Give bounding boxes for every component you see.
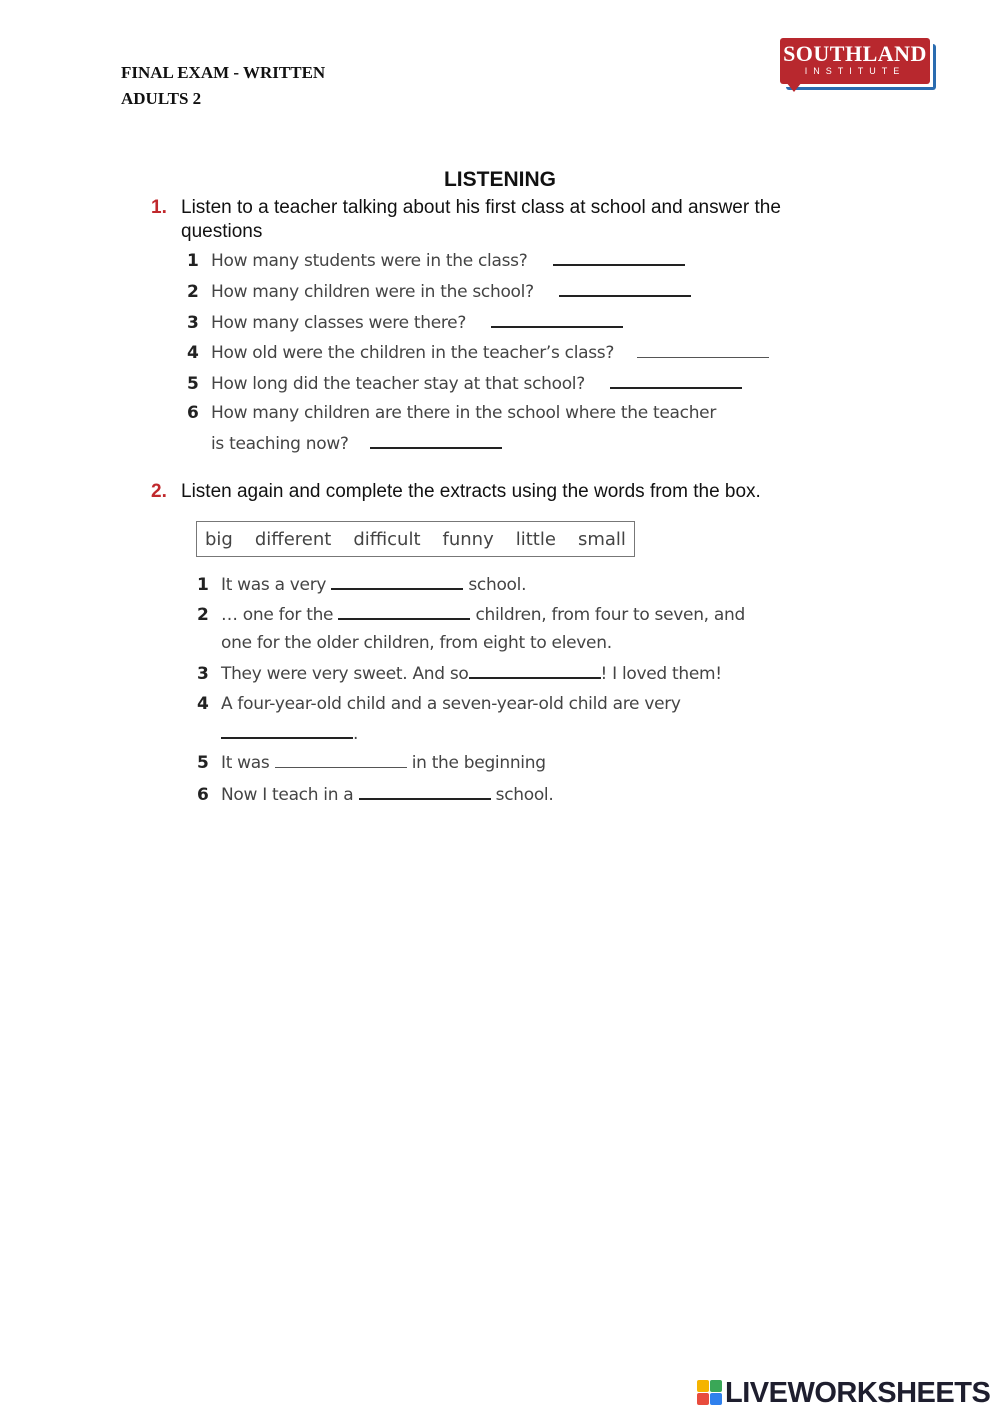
answer-blank[interactable] bbox=[359, 784, 491, 800]
q2-item-6: 6 Now I teach in a school. bbox=[197, 785, 554, 805]
question-1-number: 1. bbox=[151, 197, 167, 218]
exam-level: ADULTS 2 bbox=[121, 89, 202, 108]
q1-item-5: 5 How long did the teacher stay at that school? bbox=[187, 373, 742, 394]
word-option: small bbox=[577, 528, 626, 550]
answer-blank[interactable] bbox=[370, 433, 502, 449]
answer-blank[interactable] bbox=[610, 373, 742, 389]
southland-logo bbox=[780, 38, 930, 92]
q1-item-2: 2 How many children were in the school? bbox=[187, 281, 691, 302]
answer-blank[interactable] bbox=[491, 312, 623, 328]
word-option: funny bbox=[442, 528, 494, 550]
question-1-instruction: Listen to a teacher talking about his first class at school and answer the bbox=[181, 197, 781, 218]
liveworksheets-brand bbox=[697, 1376, 990, 1410]
answer-blank[interactable] bbox=[637, 343, 769, 358]
answer-blank[interactable] bbox=[559, 281, 691, 297]
q1-item-1: 1 How many students were in the class? bbox=[187, 250, 685, 271]
q1-item-4: 4 How old were the children in the teacher’s class? bbox=[187, 343, 769, 363]
logo-subtitle: INSTITUTE bbox=[804, 66, 906, 76]
word-option: different bbox=[254, 528, 332, 550]
answer-blank[interactable] bbox=[275, 753, 407, 768]
q2-item-4-cont: . bbox=[221, 723, 358, 744]
exam-title: FINAL EXAM - WRITTEN bbox=[121, 63, 326, 82]
question-2-instruction: Listen again and complete the extracts using the words from the box. bbox=[181, 481, 761, 502]
word-box bbox=[196, 521, 635, 557]
question-1-instruction-cont: questions bbox=[181, 221, 263, 242]
logo-name: SOUTHLAND bbox=[783, 41, 927, 66]
q2-item-5: 5 It was in the beginning bbox=[197, 753, 546, 773]
word-option: big bbox=[205, 528, 233, 550]
liveworksheets-wordmark: LIVEWORKSHEETS bbox=[725, 1376, 991, 1409]
answer-blank[interactable] bbox=[221, 723, 353, 739]
q2-item-2: 2 … one for the children, from four to seven, and bbox=[197, 605, 745, 625]
q2-item-2-cont: one for the older children, from eight to eleven. bbox=[221, 633, 612, 653]
answer-blank[interactable] bbox=[553, 250, 685, 266]
section-title: LISTENING bbox=[443, 168, 556, 191]
answer-blank[interactable] bbox=[469, 663, 601, 679]
answer-blank[interactable] bbox=[338, 604, 470, 620]
q1-item-6: 6 How many children are there in the school where the teacher bbox=[187, 403, 717, 423]
word-option: little bbox=[515, 528, 556, 550]
q2-item-4: 4 A four-year-old child and a seven-year-old child are very bbox=[197, 694, 681, 714]
q2-item-3: 3 They were very sweet. And so ! I loved them! bbox=[197, 664, 722, 684]
question-2-number: 2. bbox=[151, 481, 167, 502]
word-option: difficult bbox=[353, 528, 421, 550]
liveworksheets-icon bbox=[697, 1380, 723, 1406]
q1-item-3: 3 How many classes were there? bbox=[187, 312, 623, 333]
q2-item-1: 1 It was a very school. bbox=[197, 575, 527, 595]
answer-blank[interactable] bbox=[331, 574, 463, 590]
q1-item-6-cont: is teaching now? bbox=[211, 433, 502, 454]
